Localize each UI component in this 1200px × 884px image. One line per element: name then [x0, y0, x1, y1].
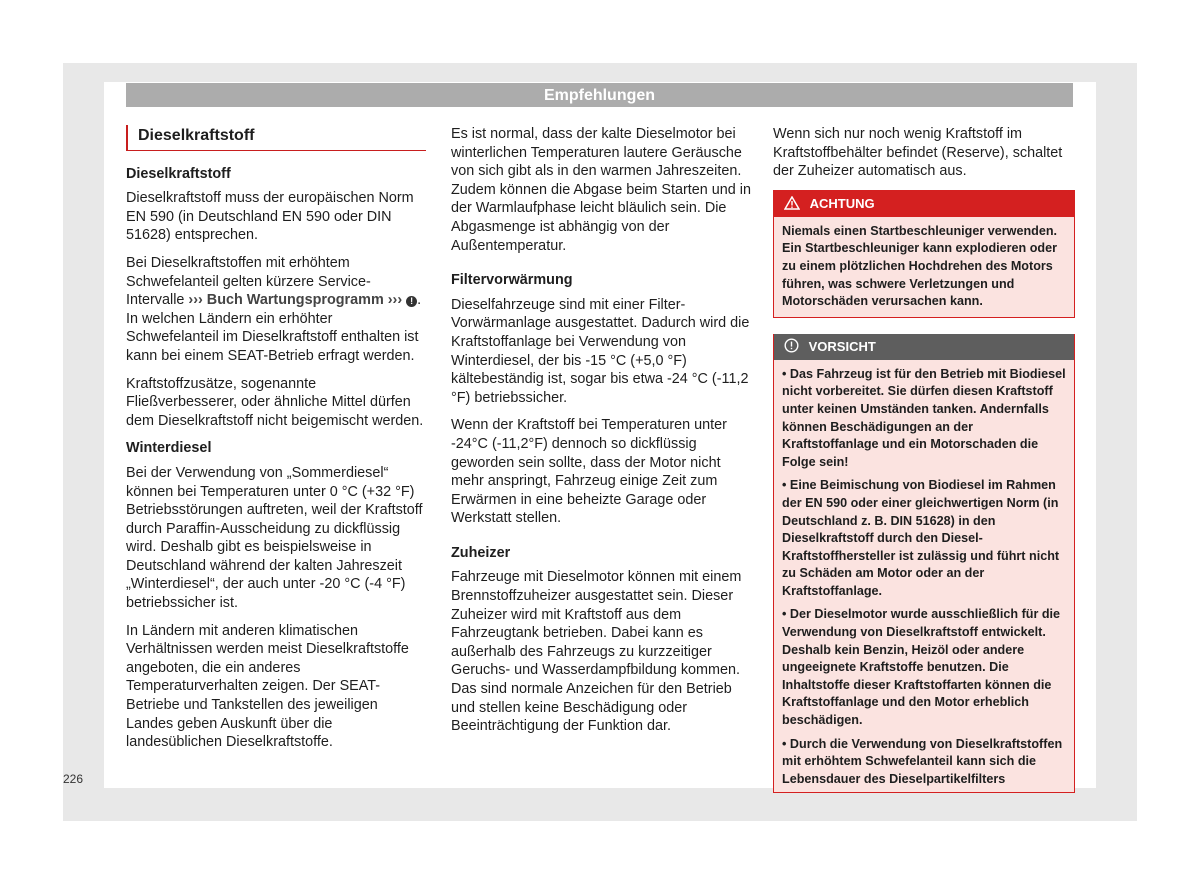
paragraph: Dieselkraftstoff muss der europäischen Norm EN 590 (in Deutschland EN 590 oder DIN 51628) entsprechen.	[126, 190, 414, 244]
page-number: 226	[63, 772, 84, 786]
column-middle	[451, 125, 751, 745]
bullet: •	[782, 366, 787, 381]
caution-list-item	[782, 477, 1066, 600]
warning-header	[774, 191, 1074, 217]
heading-dieselkraftstoff: Dieselkraftstoff	[126, 165, 231, 182]
caution-circle-icon	[784, 338, 799, 353]
paragraph: Bei der Verwendung von „Sommerdiesel“ können bei Temperaturen unter 0 °C (+32 °F) Betriebsstörungen auftreten, weil der Kraftstoff durch Paraffin-Ausscheidung zu dickflüssig wird. Deshalb gibt es beispielsweise in Deutschland während der kalten Jahreszeit „Winterdiesel“, der auch unter -20 °C (-4 °F) betriebssicher ist.	[126, 464, 423, 612]
info-icon[interactable]: !	[406, 296, 417, 307]
paragraph-text: Bei Dieselkraftstoffen mit erhöhtem Schwefelanteil gelten kürzere Service-Intervalle	[126, 254, 371, 309]
bullet: •	[782, 478, 787, 493]
chevron-link-icon: ›››	[188, 292, 203, 309]
heading-winterdiesel: Winterdiesel	[126, 440, 212, 457]
caution-item-text: Durch die Verwendung von Dieselkraftstoffen mit erhöhtem Schwefelanteil kann sich die Lebensdauer des Dieselpartikelfilters	[782, 736, 1063, 786]
caution-list-item	[782, 606, 1066, 729]
paragraph: Wenn sich nur noch wenig Kraftstoff im Kraftstoffbehälter befindet (Reserve), schaltet der Zuheizer automatisch aus.	[773, 126, 1063, 180]
caution-item-text: Das Fahrzeug ist für den Betrieb mit Biodiesel nicht vorbereitet. Sie dürfen diesen Kraftstoff unter keinen Umständen tanken. Andernfalls können Beschädigungen an der Kraftstoffanlage und ein Motorschaden die Folge sein!	[782, 366, 1066, 469]
warning-box	[773, 190, 1075, 318]
paragraph: Fahrzeuge mit Dieselmotor können mit einem Brennstoffzuheizer ausgestattet sein. Dieser Zuheizer wird mit Kraftstoff aus dem Fahrzeugtank betrieben. Dabei kann es außerhalb des Fahrzeugs zu kurzzeitiger Geruchs- und Wasserdampfbildung kommen. Das sind normale Anzeichen für den Betrieb und stellen keine Beschädigung oder Beeinträchtigung der Funktion dar.	[451, 569, 742, 735]
chevron-link-icon: ›››	[387, 292, 403, 309]
caution-item-text: Eine Beimischung von Biodiesel im Rahmen der EN 590 oder einer gleichwertigen Norm (in Deutschland z. B. DIN 51628) in den Dieselkraftstoff durch den Diesel-Kraftstoffhersteller ist zulässig und führt nicht zu Schäden am Motor oder an der Kraftstoffanlage.	[782, 478, 1060, 598]
heading-filtervorwaermung: Filtervorwärmung	[451, 272, 573, 289]
caution-body	[774, 360, 1074, 793]
paragraph: Kraftstoffzusätze, sogenannte Fließverbesserer, oder ähnliche Mittel dürfen dem Dieselkraftstoff nicht beigemischt werden.	[126, 375, 424, 429]
warning-title: ACHTUNG	[809, 195, 875, 211]
paragraph-text: . In welchen Ländern ein erhöhter Schwefelanteil im Dieselkraftstoff enthalten ist kann bei einem SEAT-Betrieb erfragt werden.	[126, 292, 422, 364]
paragraph: In Ländern mit anderen klimatischen Verhältnissen werden meist Dieselkraftstoffe angeboten, die ein anderes Temperaturverhalten zeigen. Der SEAT-Betriebe und Tankstellen des jeweiligen Landes geben Auskunft über die landesüblichen Dieselkraftstoffe.	[126, 622, 409, 751]
caution-header	[774, 334, 1074, 360]
heading-zuheizer: Zuheizer	[451, 544, 511, 561]
warning-text: Niemals einen Startbeschleuniger verwenden. Ein Startbeschleuniger kann explodieren oder zu einem plötzlichen Hochdrehen des Motors führen, was schwere Verletzungen und Motorschäden verursachen kann.	[774, 217, 1074, 317]
caution-item-text: Der Dieselmotor wurde ausschließlich für die Verwendung von Dieselkraftstoff entwickelt. Deshalb kein Benzin, Heizöl oder andere ungeeignete Kraftstoffe benutzen. Die Inhaltstoffe dieser Kraftstoffarten können die Kraftstoffanlage und den Motor erheblich beschädigen.	[782, 607, 1061, 728]
caution-box	[773, 334, 1075, 794]
wartungsprogramm-link[interactable]: Buch Wartungsprogramm	[206, 292, 384, 309]
section-header: Empfehlungen	[126, 83, 1073, 107]
caution-list-item	[782, 366, 1066, 472]
paragraph: Dieselfahrzeuge sind mit einer Filter-Vorwärmanlage ausgestattet. Dadurch wird die Kraftstoffanlage bei Verwendung von Winterdiesel, der bis -15 °C (+5,0 °F) kältebeständig ist, sogar bis etwa -24 °C (-11,2 °F) betriebssicher.	[451, 296, 750, 406]
paragraph: Es ist normal, dass der kalte Dieselmotor bei winterlichen Temperaturen lautere Geräusche von sich gibt als in den warmen Jahreszeiten. Zudem können die Abgase beim Starten und in der Warmlaufphase leicht bläulich sein. Die Abgasmenge ist abhängig von der Außentemperatur.	[451, 126, 752, 254]
caution-title: VORSICHT	[808, 338, 876, 354]
section-title: Dieselkraftstoff	[126, 125, 426, 151]
paragraph: Wenn der Kraftstoff bei Temperaturen unter -24°C (-11,2°F) dennoch so dickflüssig geworden sein sollte, dass der Motor nicht mehr anspringt, Fahrzeug einige Zeit zum Erwärmen in eine beheizte Garage oder Werkstatt stellen.	[451, 417, 727, 527]
paragraph-service	[126, 254, 426, 366]
warning-triangle-icon	[784, 196, 800, 210]
bullet: •	[782, 607, 787, 622]
caution-list-item	[782, 736, 1066, 789]
column-left	[126, 125, 426, 761]
column-right	[773, 125, 1075, 793]
bullet: •	[782, 736, 787, 751]
